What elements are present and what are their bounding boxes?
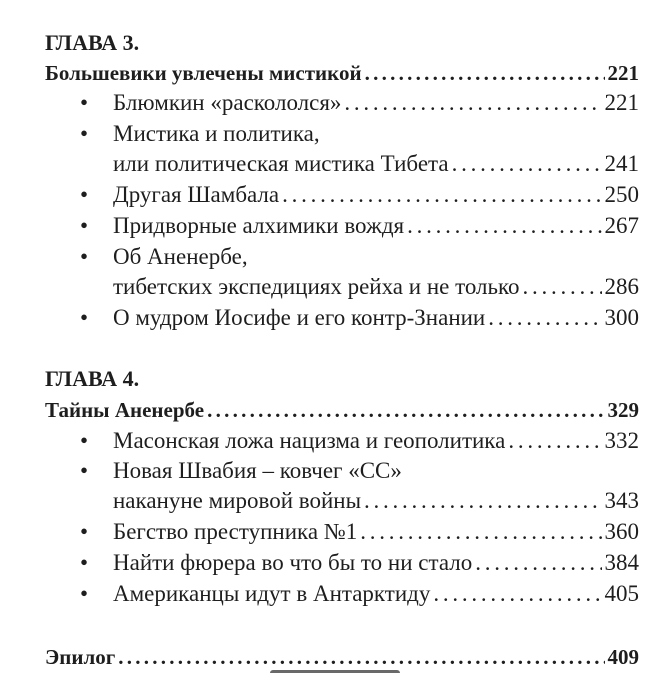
page-number: 221 xyxy=(607,61,639,85)
dot-leader xyxy=(344,88,601,118)
chapter-title: Большевики увлечены мистикой xyxy=(45,61,362,85)
page-number: 241 xyxy=(604,151,639,176)
bullet-icon: • xyxy=(80,90,89,115)
bullet-icon: • xyxy=(80,305,89,330)
bullet-icon: • xyxy=(80,519,89,544)
cropped-text-fragment xyxy=(270,670,400,681)
chapter-label: ГЛАВА 4. xyxy=(45,366,140,391)
page-number: 286 xyxy=(604,274,639,299)
page-number: 384 xyxy=(604,550,639,575)
bullet-icon: • xyxy=(80,550,89,575)
dot-leader xyxy=(365,58,605,88)
chapter-heading xyxy=(45,395,639,425)
entry-title: тибетских экспедициях рейха и не только xyxy=(113,274,520,299)
toc-entry xyxy=(113,303,639,333)
entry-title: накануне мировой войны xyxy=(113,488,362,513)
entry-title: Масонская ложа нацизма и геополитика xyxy=(113,428,506,453)
chapter-label: ГЛАВА 3. xyxy=(45,30,140,55)
entry-title: Другая Шамбала xyxy=(113,182,280,207)
toc-entry xyxy=(113,180,639,210)
entry-title: Бегство преступника №1 xyxy=(113,519,358,544)
toc-entry xyxy=(113,272,639,302)
entry-title-line: Мистика и политика, xyxy=(113,121,320,146)
toc-entry xyxy=(113,149,639,179)
page-number: 343 xyxy=(604,488,639,513)
entry-title: Американцы идут в Антарктиду xyxy=(113,581,431,606)
dot-leader xyxy=(523,272,602,302)
dot-leader xyxy=(282,180,601,210)
bullet-icon: • xyxy=(80,182,89,207)
entry-title: Блюмкин «раскололся» xyxy=(113,90,342,115)
page-number: 405 xyxy=(604,581,639,606)
dot-leader xyxy=(360,517,601,547)
bullet-icon: • xyxy=(80,244,89,269)
toc-entry xyxy=(113,579,639,609)
bullet-icon: • xyxy=(80,121,89,146)
toc-entry xyxy=(113,88,639,118)
page-number: 221 xyxy=(604,90,639,115)
toc-entry xyxy=(113,211,639,241)
page-number: 409 xyxy=(607,645,639,669)
dot-leader xyxy=(207,395,604,425)
entry-title-line: Новая Швабия – ковчег «СС» xyxy=(113,458,402,483)
page-number: 250 xyxy=(604,182,639,207)
dot-leader xyxy=(118,642,604,672)
bullet-icon: • xyxy=(80,428,89,453)
page-number: 329 xyxy=(607,398,639,422)
dot-leader xyxy=(364,486,601,516)
dot-leader xyxy=(407,211,601,241)
dot-leader xyxy=(475,548,601,578)
entry-title-line: Об Аненербе, xyxy=(113,244,248,269)
chapter-title: Тайны Аненербе xyxy=(45,398,205,422)
toc-entry xyxy=(113,517,639,547)
page-number: 332 xyxy=(604,428,639,453)
entry-title: О мудром Иосифе и его контр-Знании xyxy=(113,305,486,330)
chapter-heading xyxy=(45,58,639,88)
entry-title: Найти фюрера во что бы то ни стало xyxy=(113,550,473,575)
dot-leader xyxy=(452,149,602,179)
page-number: 360 xyxy=(604,519,639,544)
bullet-icon: • xyxy=(80,581,89,606)
epilogue-entry xyxy=(45,642,639,672)
bullet-icon: • xyxy=(80,213,89,238)
epilogue-title: Эпилог xyxy=(45,645,116,669)
dot-leader xyxy=(433,579,601,609)
page-number: 267 xyxy=(604,213,639,238)
bullet-icon: • xyxy=(80,458,89,483)
entry-title: или политическая мистика Тибета xyxy=(113,151,449,176)
dot-leader xyxy=(508,426,601,456)
dot-leader xyxy=(488,303,601,333)
entry-title: Придворные алхимики вождя xyxy=(113,213,405,238)
page-number: 300 xyxy=(604,305,639,330)
toc-entry xyxy=(113,486,639,516)
toc-entry xyxy=(113,548,639,578)
toc-entry xyxy=(113,426,639,456)
